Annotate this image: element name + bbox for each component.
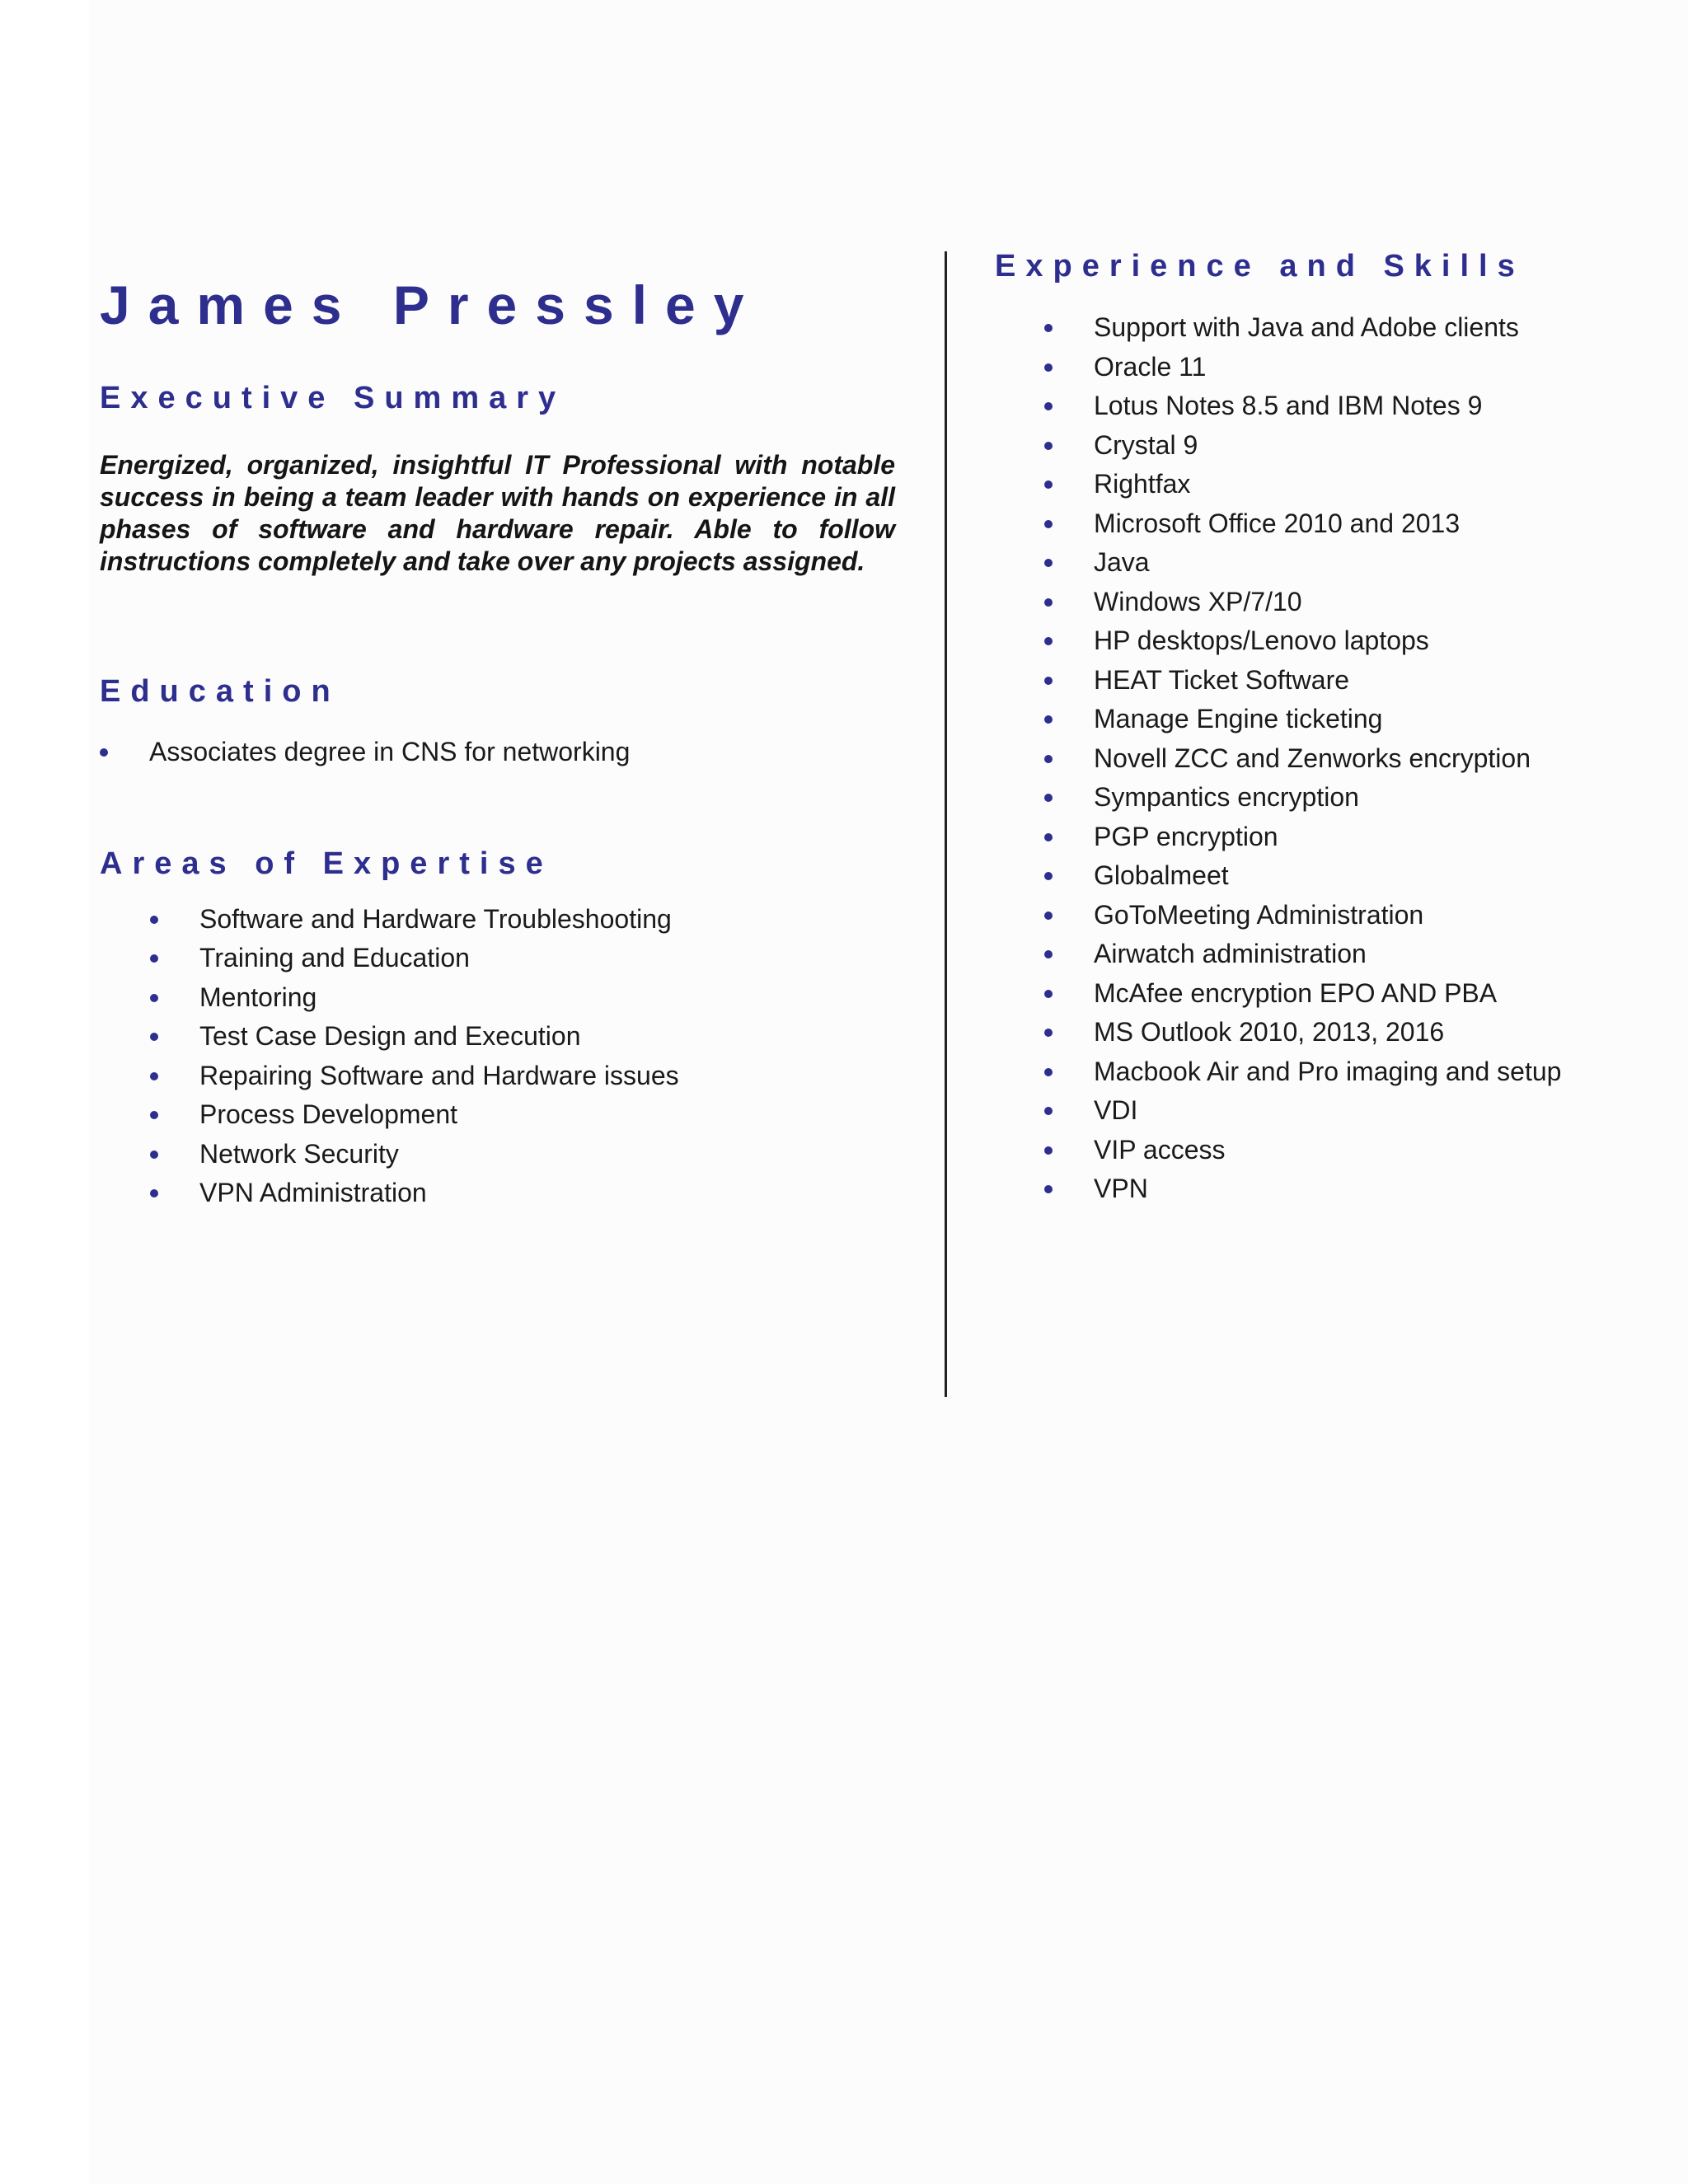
list-item	[995, 504, 1654, 544]
list-item-text: Sympantics encryption	[1094, 782, 1359, 812]
list-item	[995, 465, 1654, 504]
list-item	[995, 348, 1654, 387]
bullet-icon	[150, 1033, 158, 1041]
bullet-icon	[1044, 872, 1053, 880]
list-item	[995, 1131, 1654, 1170]
list-item	[995, 739, 1654, 779]
list-item-text: Network Security	[199, 1138, 399, 1169]
list-item	[100, 1017, 924, 1057]
list-item	[995, 621, 1654, 661]
bullet-icon	[1044, 598, 1053, 607]
bullet-icon	[1044, 950, 1053, 958]
list-item	[100, 939, 924, 978]
left-column	[100, 272, 924, 1213]
list-item-text: Windows XP/7/10	[1094, 586, 1302, 616]
bullet-icon	[1044, 755, 1053, 763]
list-item	[995, 308, 1654, 348]
list-item	[995, 543, 1654, 583]
list-item	[100, 1057, 924, 1096]
list-item-text: Macbook Air and Pro imaging and setup	[1094, 1056, 1562, 1086]
list-item	[995, 1052, 1654, 1092]
list-item	[100, 1095, 924, 1135]
list-item	[995, 700, 1654, 739]
list-item	[995, 1091, 1654, 1131]
list-item	[100, 978, 924, 1018]
bullet-icon	[1044, 794, 1053, 802]
list-item	[995, 426, 1654, 466]
list-item	[995, 583, 1654, 622]
list-item-text: Globalmeet	[1094, 860, 1229, 890]
skills-list	[995, 308, 1654, 1209]
list-item-text: MS Outlook 2010, 2013, 2016	[1094, 1017, 1445, 1047]
list-item-text: Java	[1094, 547, 1150, 577]
column-divider	[945, 251, 947, 1397]
bullet-icon	[100, 748, 108, 757]
list-item-text: HEAT Ticket Software	[1094, 664, 1350, 695]
list-item-text: GoToMeeting Administration	[1094, 899, 1424, 930]
bullet-icon	[150, 1189, 158, 1197]
list-item-text: VPN	[1094, 1174, 1148, 1203]
list-item-text: Mentoring	[199, 982, 317, 1012]
list-item	[995, 778, 1654, 818]
list-item-text: PGP encryption	[1094, 821, 1278, 851]
bullet-icon	[150, 1151, 158, 1159]
list-item-text: VPN Administration	[199, 1178, 427, 1207]
list-item-text: Test Case Design and Execution	[199, 1021, 581, 1051]
list-item	[100, 733, 924, 772]
list-item-text: Manage Engine ticketing	[1094, 704, 1383, 733]
list-item-text: Training and Education	[199, 943, 470, 972]
list-item-text: Lotus Notes 8.5 and IBM Notes 9	[1094, 391, 1483, 420]
list-item	[995, 1013, 1654, 1052]
list-item-text: Associates degree in CNS for networking	[149, 737, 631, 766]
list-item-text: McAfee encryption EPO AND PBA	[1094, 977, 1498, 1008]
list-item	[995, 935, 1654, 974]
expertise-list	[100, 900, 924, 1213]
bullet-icon	[150, 994, 158, 1002]
list-item	[995, 1169, 1654, 1209]
list-item	[995, 661, 1654, 701]
list-item-text: Rightfax	[1094, 469, 1191, 499]
list-item-text: Airwatch administration	[1094, 939, 1367, 968]
list-item	[995, 856, 1654, 896]
bullet-icon	[1044, 1029, 1053, 1037]
bullet-icon	[1044, 715, 1053, 724]
bullet-icon	[1044, 520, 1053, 528]
candidate-name: James Pressley	[100, 274, 762, 335]
list-item-text: VIP access	[1094, 1134, 1226, 1165]
list-item-text: Repairing Software and Hardware issues	[199, 1060, 679, 1090]
bullet-icon	[1044, 324, 1053, 332]
bullet-icon	[1044, 402, 1053, 410]
bullet-icon	[1044, 677, 1053, 685]
bullet-icon	[1044, 1068, 1053, 1076]
list-item-text: HP desktops/Lenovo laptops	[1094, 626, 1429, 655]
bullet-icon	[1044, 442, 1053, 450]
bullet-icon	[1044, 480, 1053, 489]
bullet-icon	[150, 1111, 158, 1119]
list-item-text: VDI	[1094, 1095, 1138, 1125]
executive-summary-text: Energized, organized, insightful IT Professional with notable success in being a team leader with hands on experience in all phases of software and hardware repair. Able to follow instructions completely and take over any projects assigned.	[100, 450, 895, 576]
bullet-icon	[150, 1072, 158, 1080]
expertise-heading: Areas of Expertise	[100, 846, 553, 881]
bullet-icon	[1044, 912, 1053, 920]
bullet-icon	[150, 916, 158, 924]
list-item	[995, 974, 1654, 1014]
list-item	[100, 900, 924, 940]
list-item-text: Software and Hardware Troubleshooting	[199, 903, 672, 934]
list-item-text: Crystal 9	[1094, 429, 1198, 460]
list-item-text: Oracle 11	[1094, 351, 1207, 382]
list-item-text: Process Development	[199, 1099, 458, 1129]
bullet-icon	[1044, 637, 1053, 645]
bullet-icon	[1044, 1185, 1053, 1193]
list-item	[995, 387, 1654, 426]
list-item-text: Novell ZCC and Zenworks encryption	[1094, 743, 1531, 773]
bullet-icon	[1044, 559, 1053, 567]
list-item	[995, 818, 1654, 857]
list-item	[100, 1174, 924, 1213]
list-item	[100, 1135, 924, 1174]
list-item-text: Support with Java and Adobe clients	[1094, 312, 1519, 342]
executive-summary-heading: Executive Summary	[100, 381, 566, 415]
list-item	[995, 896, 1654, 935]
bullet-icon	[150, 954, 158, 963]
right-column	[995, 249, 1654, 1209]
education-list	[100, 733, 924, 772]
education-heading: Education	[100, 674, 340, 709]
experience-skills-heading: Experience and Skills	[995, 249, 1525, 284]
bullet-icon	[1044, 833, 1053, 841]
bullet-icon	[1044, 990, 1053, 998]
bullet-icon	[1044, 1107, 1053, 1115]
bullet-icon	[1044, 363, 1053, 372]
list-item-text: Microsoft Office 2010 and 2013	[1094, 508, 1461, 538]
bullet-icon	[1044, 1146, 1053, 1155]
